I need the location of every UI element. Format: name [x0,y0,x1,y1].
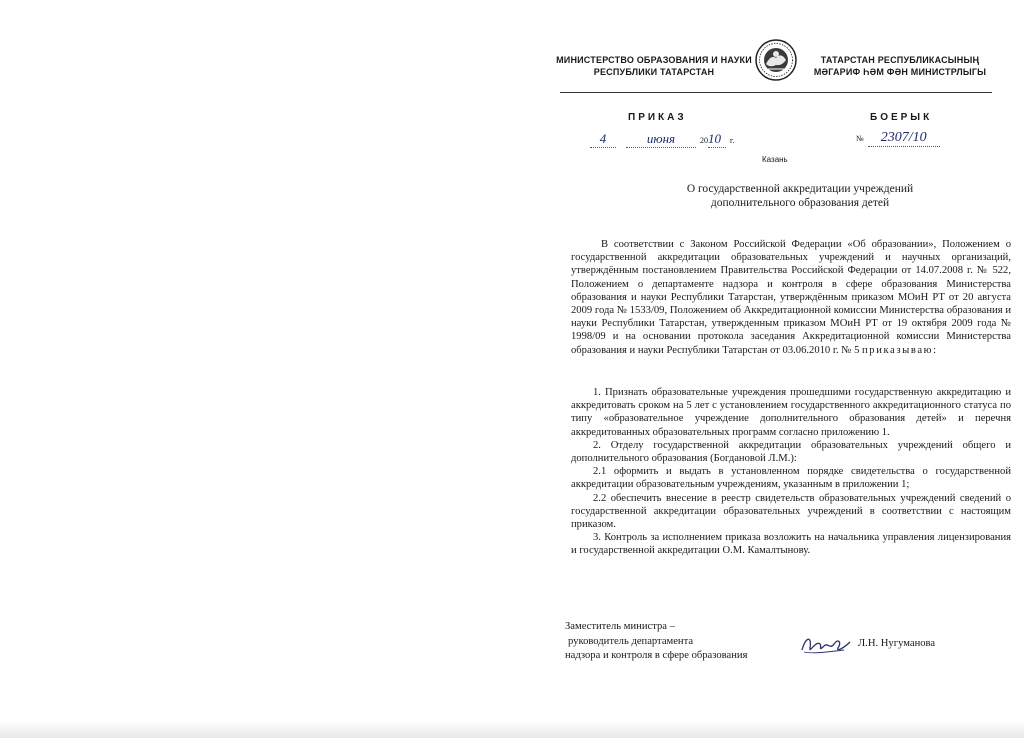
signatory-name: Л.Н. Нугуманова [858,638,936,649]
list-item: 2.2 обеспечить внесение в реестр свидетельств образовательных учреждений сведений о государственной аккредитации образовательных учреждений в соответствии с настоящим приказом. [571,492,1011,531]
date-year-suffix: 10 [708,131,726,148]
ministry-name-ru [556,54,752,78]
date-month: июня [626,131,696,148]
order-label-tt: БОЕРЫК [870,112,933,123]
ministry-name-tt [805,54,995,78]
city: Казань [762,155,788,164]
header-divider [560,92,992,93]
preamble-keyword: приказываю: [862,344,938,356]
list-item: 2.1 оформить и выдать в установленном порядке свидетельства о государственной аккредитации образовательным учреждениям, указанным в приложении 1; [571,466,1011,491]
signatory-line3: надзора и контроля в сфере образования [565,650,748,661]
ministry-name-ru-line1: МИНИСТЕРСТВО ОБРАЗОВАНИЯ И НАУКИ [556,55,752,65]
ministry-name-tt-line1: ТАТАРСТАН РЕСПУБЛИКАСЫНЫҢ [820,55,980,65]
title-line1: О государственной аккредитации учреждений [686,183,914,195]
handwritten-signature [798,632,854,658]
coat-of-arms-icon [754,38,798,82]
title-line2: дополнительного образования детей [710,197,890,209]
ministry-name-tt-line2: МӘГАРИФ ҺӘМ ФӘН МИНИСТРЛЫГЫ [813,67,987,77]
date-year-unit: г. [730,136,735,145]
document-title [660,182,940,210]
number-value: 2307/10 [868,130,940,147]
page-bottom-edge [0,720,1024,738]
signatory-line2: руководитель департамента [568,635,694,647]
signatory-line1: Заместитель министра – [565,621,675,632]
ministry-name-ru-line2: РЕСПУБЛИКИ ТАТАРСТАН [593,67,715,77]
list-item: 2. Отделу государственной аккредитации образовательных учреждений общего и дополнительного образования (Богдановой Л.М.): [571,439,1011,465]
list-item: 3. Контроль за исполнением приказа возложить на начальника управления лицензирования и государственной аккредитации О.М. Камалтынову. [571,532,1011,557]
order-label-ru: ПРИКАЗ [628,112,687,123]
order-items [571,386,1011,558]
signatory-title [565,620,747,664]
preamble-text: В соответствии с Законом Российской Федерации «Об образовании», Положением о государственной аккредитации образовательных учреждений и научных организаций, утверждённым постановлением Правительства Российской Федерации от 14.07.2008 г. № 522, Положением о департаменте надзора и контроля в сфере образования Министерства образования и науки Республики Татарстан, утверждённым приказом МОиН РТ от 20 августа 2009 года № 1533/09, Положением об Аккредитационной комиссии Министерства образования и науки Республики Татарстан, утвержденным приказом МОиН РТ от 19 октября 2009 года № 1998/09 и на основании протокола заседания Аккредитационной комиссии Министерства образования и науки Республики Татарстан от 03.06.2010 г. № 5 [571,239,1011,356]
date-day: 4 [590,131,616,148]
preamble-paragraph [571,238,1011,357]
order-date [590,130,734,148]
date-year-prefix: 20 [700,136,708,145]
list-item: 1. Признать образовательные учреждения прошедшими государственную аккредитацию и аккредитовать сроком на 5 лет с установлением государственного аккредитационного статуса по типу «образовательное учреждение дополнительного образования детей» и перечня аккредитованных образовательных программ согласно приложению 1. [571,387,1011,438]
number-prefix: № [856,134,864,143]
order-number [856,128,940,147]
